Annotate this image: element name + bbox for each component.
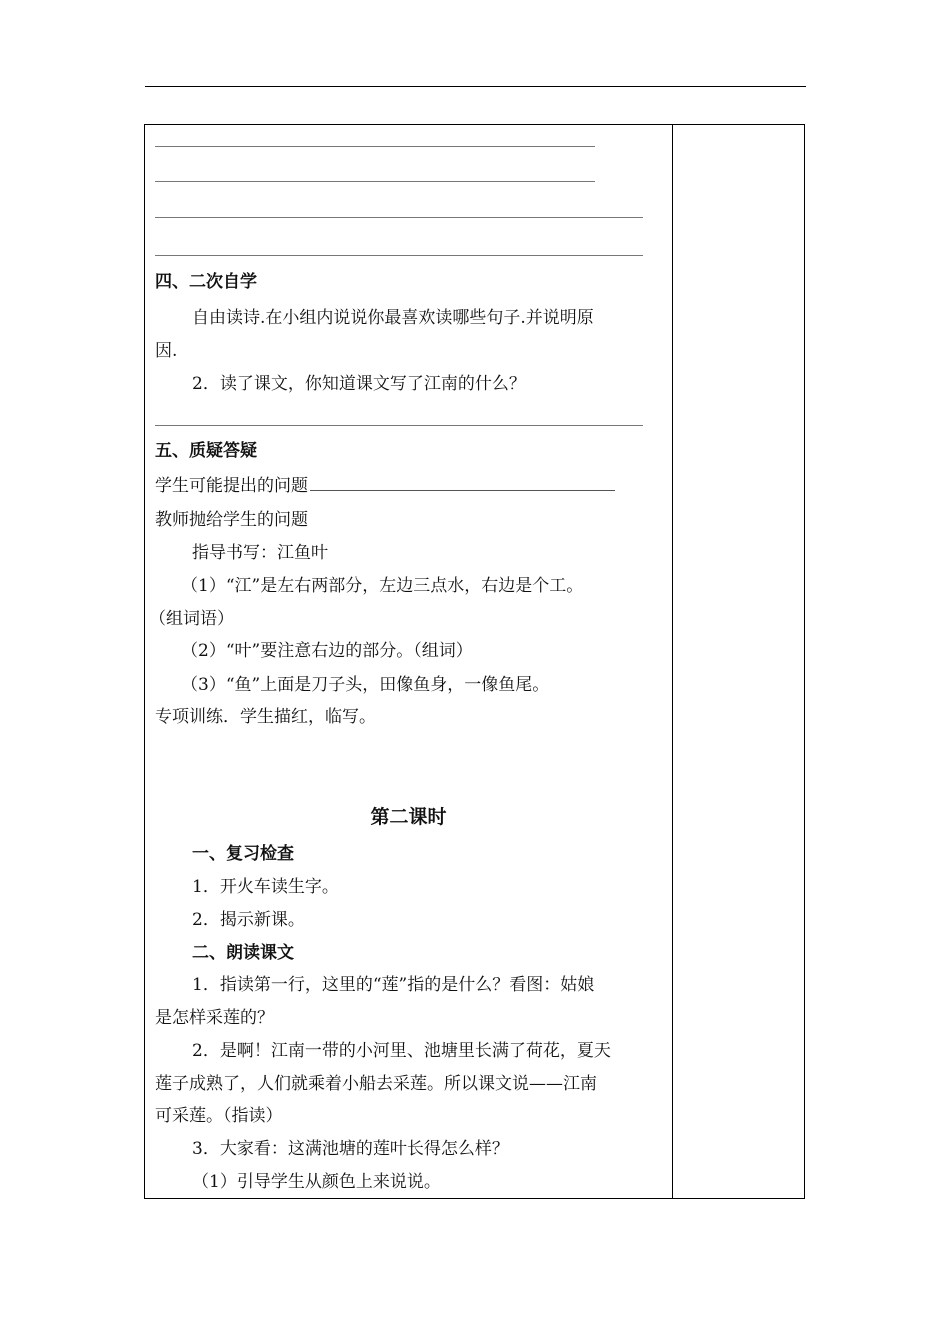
paragraph: 指导书写：江鱼叶 [192,543,328,563]
paragraph: 是怎样采莲的？ [155,1008,274,1028]
paragraph: 专项训练．学生描红，临写。 [155,707,376,727]
answer-line [155,146,595,147]
list-item: （2）“叶”要注意右边的部分。（组词） [181,641,473,661]
student-questions-label: 学生可能提出的问题 [155,476,308,496]
fill-in-blank [310,476,615,491]
list-item: 1．开火车读生字。 [192,877,339,897]
answer-line [155,217,643,218]
section-heading: 一、复习检查 [192,844,294,864]
answer-line [155,255,643,256]
list-item: 2．揭示新课。 [192,910,305,930]
paragraph: 可采莲。（指读） [155,1106,283,1126]
column-divider [672,125,673,1198]
paragraph: 莲子成熟了，人们就乘着小船去采莲。所以课文说——江南 [155,1074,597,1094]
section-heading-5: 五、质疑答疑 [155,441,257,461]
paragraph: 教师抛给学生的问题 [155,510,308,530]
section-heading-4: 四、二次自学 [155,272,257,292]
page-header-rule [145,86,806,87]
paragraph: 2．读了课文，你知道课文写了江南的什么？ [192,374,526,394]
paragraph: 2．是啊！江南一带的小河里、池塘里长满了荷花，夏天 [192,1041,611,1061]
list-item: （1）“江”是左右两部分，左边三点水，右边是个工。 [181,576,584,596]
lesson-title: 第二课时 [370,806,447,828]
paragraph: 因. [155,341,178,361]
section-heading: 二、朗读课文 [192,943,294,963]
list-item: （1）引导学生从颜色上来说说。 [192,1172,441,1192]
student-questions-line [155,475,615,497]
answer-line [155,181,595,182]
paragraph: 自由读诗.在小组内说说你最喜欢读哪些句子.并说明原 [192,308,594,328]
answer-line [155,425,643,426]
paragraph: 1．指读第一行，这里的“莲”指的是什么？看图：姑娘 [192,975,595,995]
paragraph: 3．大家看：这满池塘的莲叶长得怎么样？ [192,1139,509,1159]
list-item: （3）“鱼”上面是刀子头，田像鱼身，一像鱼尾。 [181,675,550,695]
list-item: （组词语） [149,609,234,629]
lesson-plan-table [144,124,805,1199]
